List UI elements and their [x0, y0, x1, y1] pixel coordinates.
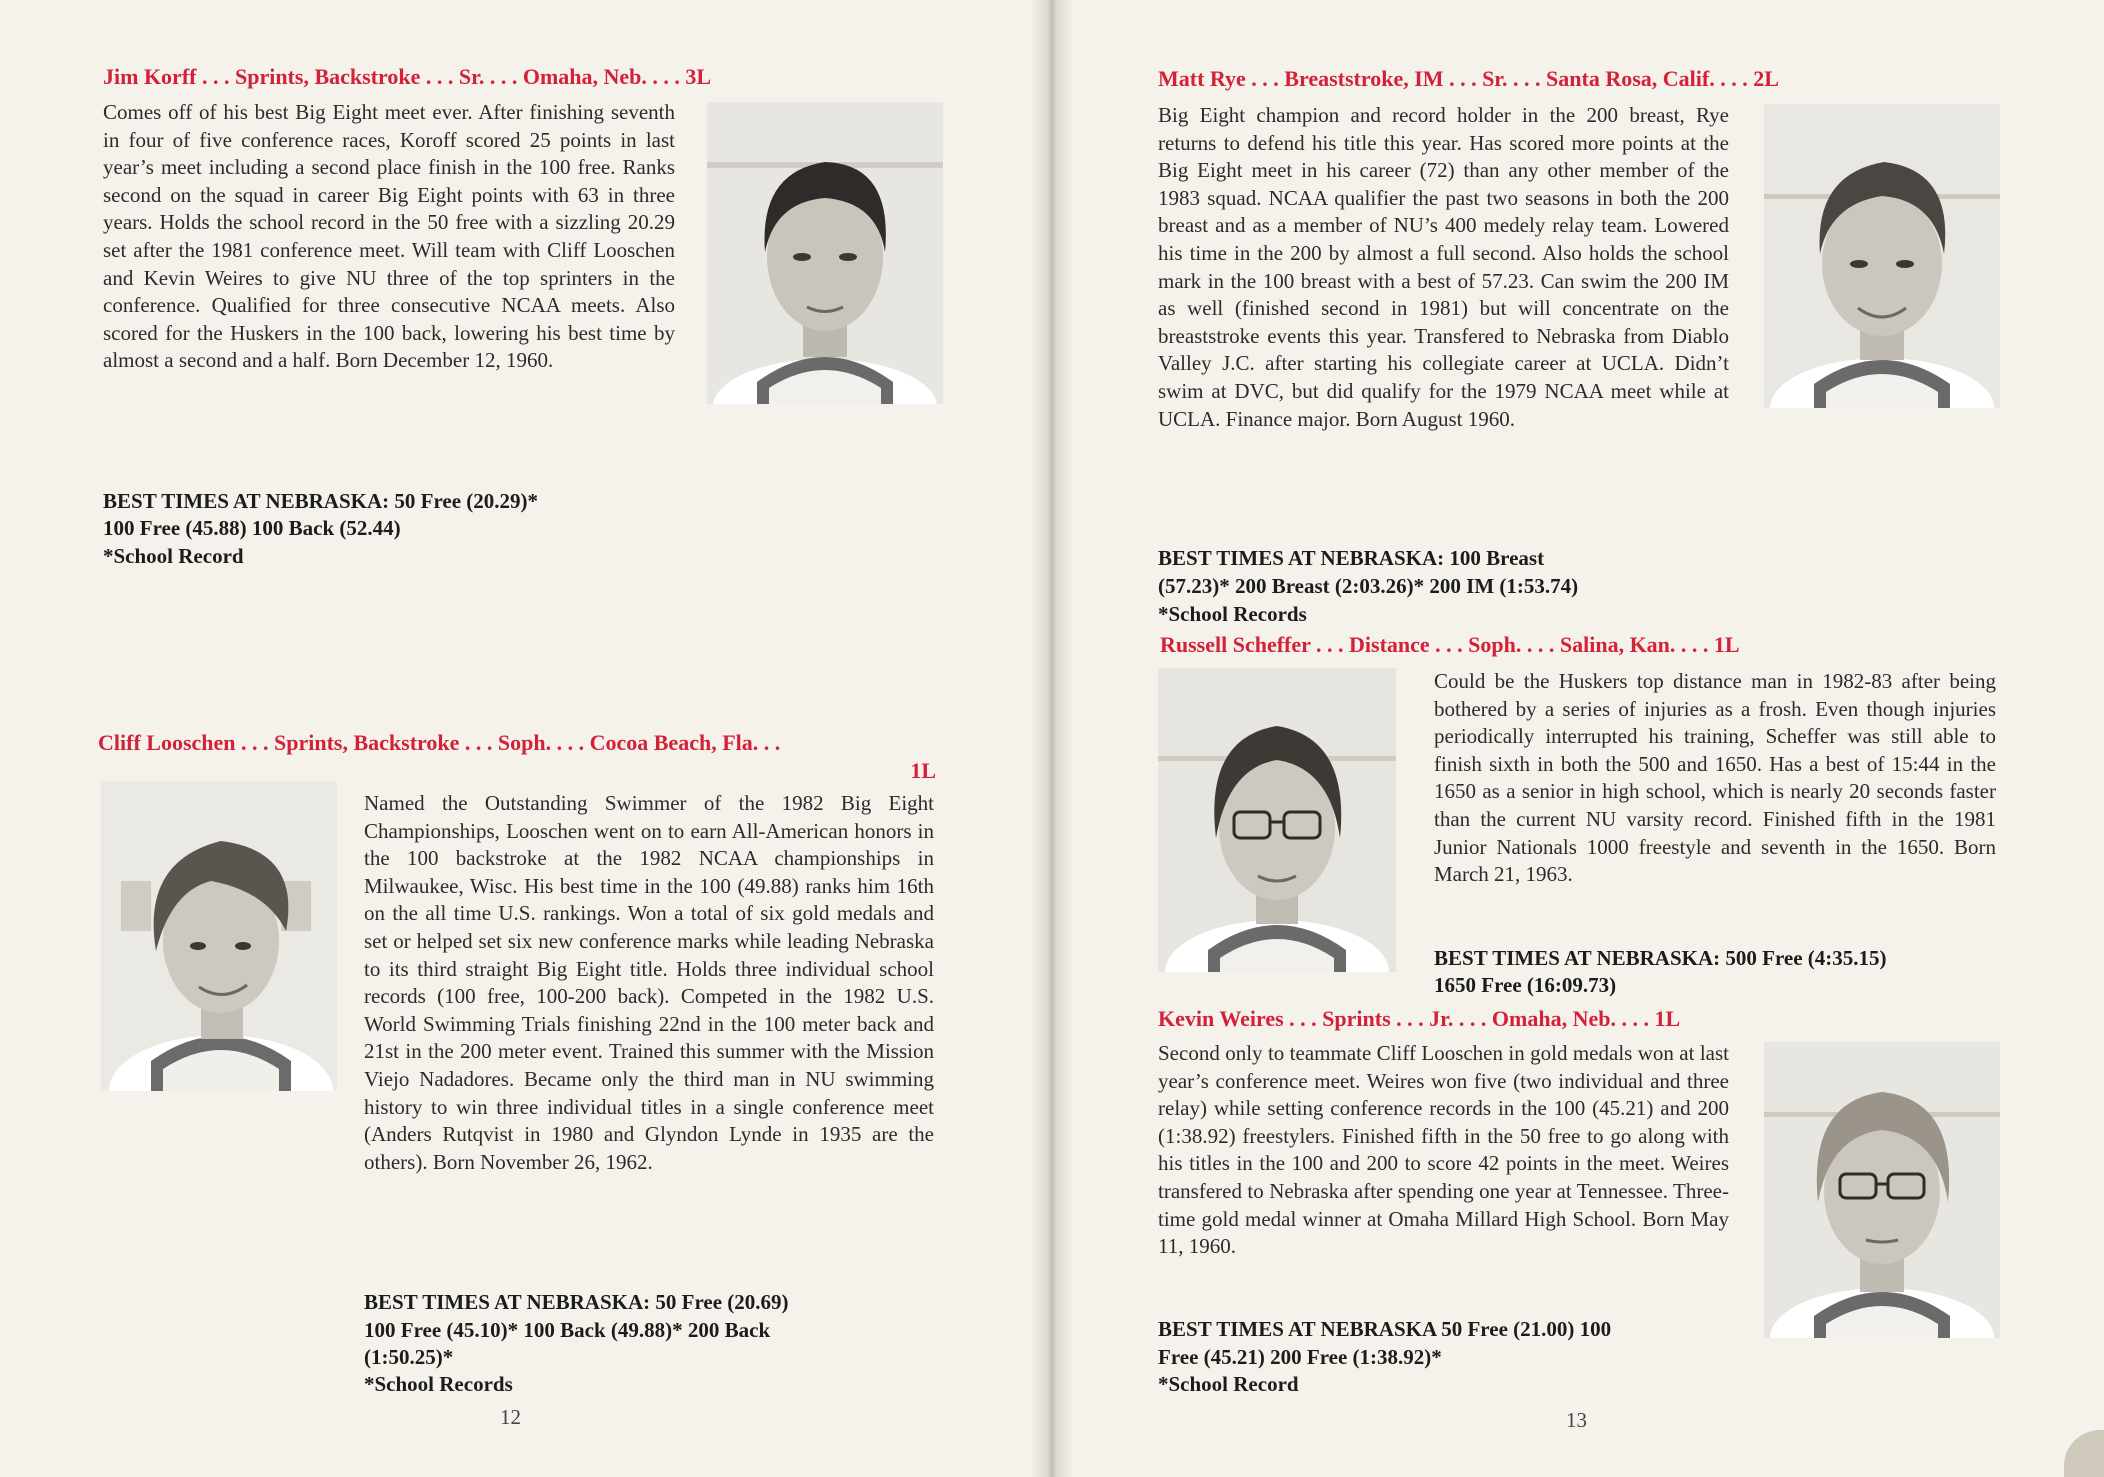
looschen-note: *School Records	[364, 1372, 513, 1396]
korff-times-line2: 100 Free (45.88) 100 Back (52.44)	[103, 516, 401, 540]
rye-heading: Matt Rye . . . Breaststroke, IM . . . Sr. . . . Santa Rosa, Calif. . . . 2L	[1158, 66, 1779, 91]
korff-times-line1: BEST TIMES AT NEBRASKA: 50 Free (20.29)*	[103, 489, 539, 513]
weires-times-line2: Free (45.21) 200 Free (1:38.92)*	[1158, 1345, 1442, 1369]
page-number: 13	[1566, 1408, 1587, 1432]
looschen-photo	[101, 781, 337, 1091]
portrait-image	[1158, 668, 1396, 972]
looschen-heading: Cliff Looschen . . . Sprints, Backstroke . . . Soph. . . . Cocoa Beach, Fla. . .	[98, 730, 781, 755]
weires-photo	[1764, 1042, 2000, 1338]
page-corner	[2064, 1430, 2104, 1477]
looschen-times-line2: 100 Free (45.10)* 100 Back (49.88)* 200 Back	[364, 1318, 771, 1342]
korff-bio: Comes off of his best Big Eight meet ever. After finishing seventh in four of five conference races, Koroff scored 25 points in last year’s meet including a second place finish in the 100 free. Ranks second on the squad in career Big Eight points with 63 in three years. Holds the school record in the 50 free with a sizzling 20.29 set after the 1981 conference meet. Will team with Cliff Looschen and Kevin Weires to give NU three of the top sprinters in the conference. Qualified for three consecutive NCAA meets. Also scored for the Huskers in the 100 back, lowering his best time by almost a second and a half. Born December 12, 1960.	[103, 100, 675, 373]
scheffer-times-line2: 1650 Free (16:09.73)	[1434, 973, 1617, 997]
korff-heading: Jim Korff . . . Sprints, Backstroke . . . Sr. . . . Omaha, Neb. . . . 3L	[103, 64, 712, 89]
looschen-bio: Named the Outstanding Swimmer of the 1982 Big Eight Championships, Looschen went on to earn All-American honors in the 100 backstroke at the 1982 NCAA championships in Milwaukee, Wisc. His best time in the 100 (49.88) ranks him 16th on the all time U.S. rankings. Won a total of six gold medals and set or helped set six new conference marks while leading Nebraska to its third straight Big Eight title. Holds three individual school records (100 free, 100-200 back). Competed in the 1982 U.S. World Swimming Trials finishing 22nd in the 100 meter back and 21st in the 200 meter event. Trained this summer with the Mission Viejo Nadadores. Became only the third man in NU swimming history to win three individual titles in a single conference meet (Anders Rutqvist in 1980 and Glyndon Lynde in 1935 are the others). Born November 26, 1962.	[364, 791, 934, 1174]
page-number: 12	[500, 1405, 521, 1429]
rye-photo	[1764, 104, 2000, 408]
looschen-times-line3: (1:50.25)*	[364, 1345, 454, 1369]
weires-heading: Kevin Weires . . . Sprints . . . Jr. . . . Omaha, Neb. . . . 1L	[1158, 1006, 1681, 1031]
rye-times-line1: BEST TIMES AT NEBRASKA: 100 Breast	[1158, 546, 1545, 570]
rye-bio: Big Eight champion and record holder in the 200 breast, Rye returns to defend his title this year. Has scored more points at the Big Eight meet in his career (72) than any other member of the 1983 squad. NCAA qualifier the past two seasons in both the 200 breast and as a member of NU’s 400 medely relay team. Lowered his time in the 200 by almost a full second. Also holds the school mark in the 100 breast with a best of 57.23. Can swim the 200 IM as well (finished second in 1981) but will concentrate on the breaststroke events this year. Transfered to Nebraska from Diablo Valley J.C. after starting his collegiate career at UCLA. Didn’t swim at DVC, but did qualify for the 1979 NCAA meet while at UCLA. Finance major. Born August 1960.	[1158, 103, 1729, 431]
portrait-image	[1764, 1042, 2000, 1338]
rye-times-line2: (57.23)* 200 Breast (2:03.26)* 200 IM (1:53.74)	[1158, 574, 1579, 598]
portrait-image	[1764, 104, 2000, 408]
scheffer-heading: Russell Scheffer . . . Distance . . . Soph. . . . Salina, Kan. . . . 1L	[1160, 632, 1740, 657]
korff-photo	[707, 102, 943, 404]
portrait-image	[101, 781, 337, 1091]
korff-note: *School Record	[103, 544, 244, 568]
looschen-times-line1: BEST TIMES AT NEBRASKA: 50 Free (20.69)	[364, 1290, 789, 1314]
weires-note: *School Record	[1158, 1372, 1299, 1396]
weires-bio: Second only to teammate Cliff Looschen in gold medals won at last year’s conference meet. Weires won five (two individual and three relay) while setting conference records in the 100 (45.21) and 200 (1:38.92) freestylers. Finished fifth in the 50 free to go along with his titles in the 100 and 200 to score 42 points in the meet. Weires transfered to Nebraska after spending one year at Tennessee. Three-time gold medal winner at Omaha Millard High School. Born May 11, 1960.	[1158, 1041, 1729, 1259]
book-gutter	[1030, 0, 1074, 1477]
scheffer-photo	[1158, 668, 1396, 972]
scheffer-bio: Could be the Huskers top distance man in 1982-83 after being bothered by a series of injuries as a frosh. Even though injuries periodically interrupted his training, Scheffer was still able to finish sixth in both the 500 and 1650. Has a best of 15:44 in the 1650 as a senior in high school, which is nearly 20 seconds faster than the current NU varsity record. Finished fifth in the 1981 Junior Nationals 1000 freestyle and seventh in the 1650. Born March 21, 1963.	[1434, 669, 1996, 887]
rye-note: *School Records	[1158, 602, 1307, 626]
portrait-image	[707, 102, 943, 404]
right-page	[1052, 0, 2104, 1477]
looschen-heading-cont: 1L	[910, 758, 936, 783]
weires-times-line1: BEST TIMES AT NEBRASKA 50 Free (21.00) 100	[1158, 1317, 1612, 1341]
scheffer-times-line1: BEST TIMES AT NEBRASKA: 500 Free (4:35.15)	[1434, 946, 1887, 970]
